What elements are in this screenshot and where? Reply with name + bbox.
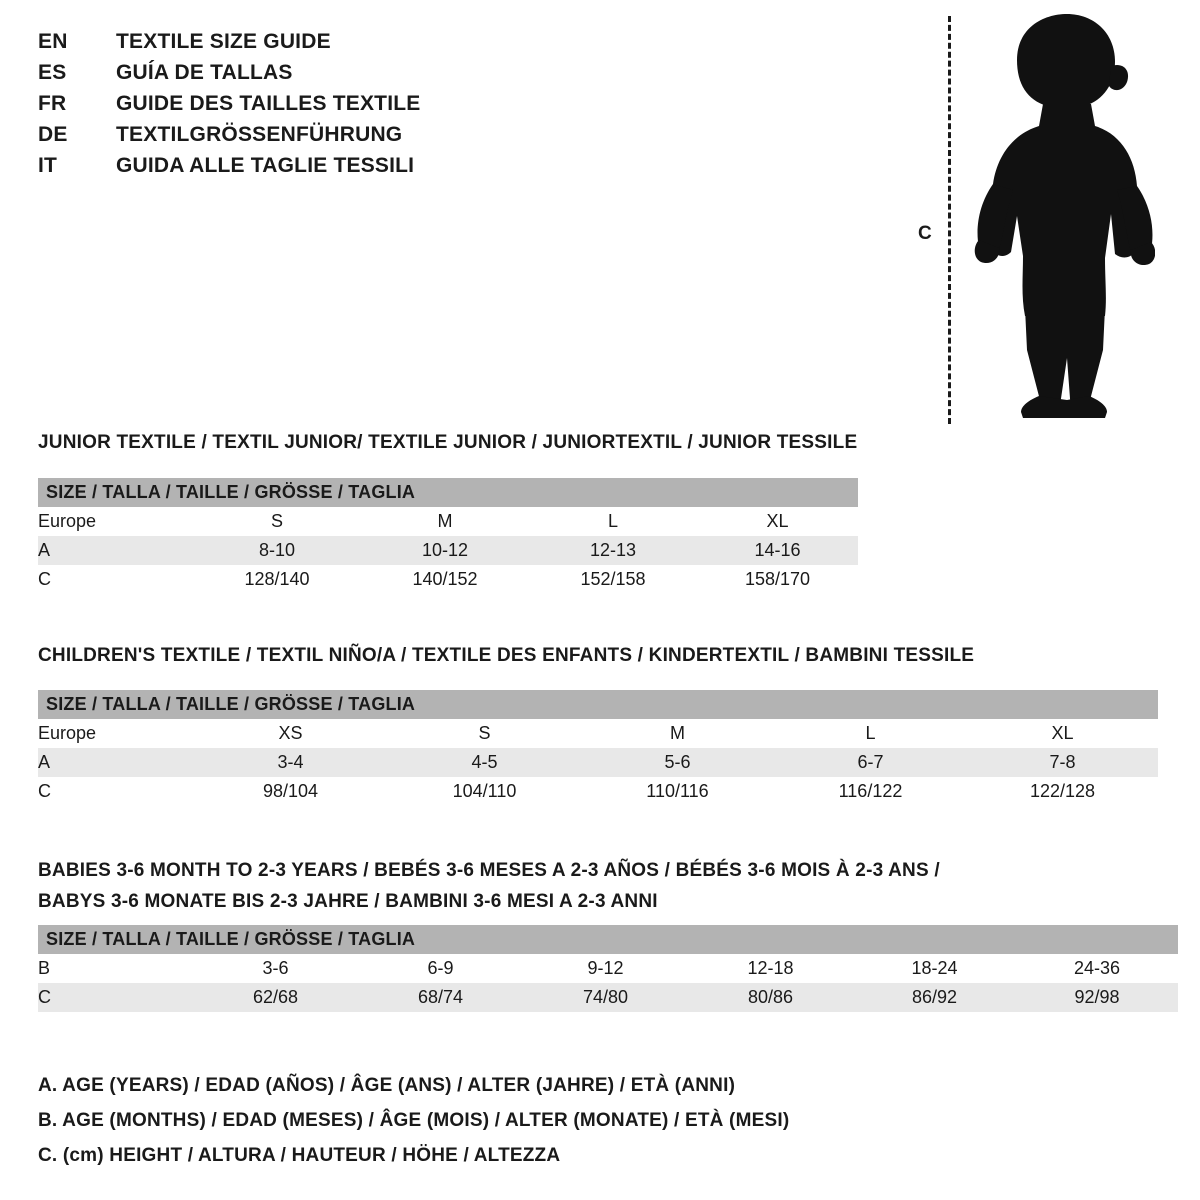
cell: 92/98 [1016, 983, 1178, 1012]
children-band-label: SIZE / TALLA / TAILLE / GRÖSSE / TAGLIA [38, 690, 1158, 719]
cell: 152/158 [529, 565, 697, 594]
height-diagram [900, 8, 1160, 428]
cell: 8-10 [193, 536, 361, 565]
cell: 98/104 [193, 777, 388, 806]
language-code: FR [38, 92, 67, 115]
cell: 14-16 [697, 536, 858, 565]
language-row [38, 61, 558, 92]
language-row [38, 92, 558, 123]
cell: XL [967, 719, 1158, 748]
cell: 68/74 [358, 983, 523, 1012]
cell: S [193, 507, 361, 536]
table-row [38, 983, 1178, 1012]
babies-section-title [38, 855, 1038, 917]
legend-line-c: C. (cm) HEIGHT / ALTURA / HAUTEUR / HÖHE / ALTEZZA [38, 1145, 561, 1166]
language-code: ES [38, 61, 67, 84]
legend-line-b: B. AGE (MONTHS) / EDAD (MESES) / ÂGE (MOIS) / ALTER (MONATE) / ETÀ (MESI) [38, 1110, 790, 1131]
child-silhouette-icon [955, 8, 1155, 425]
cell: 128/140 [193, 565, 361, 594]
cell: S [388, 719, 581, 748]
cell: 9-12 [523, 954, 688, 983]
row-label: Europe [38, 507, 193, 536]
cell: 4-5 [388, 748, 581, 777]
cell: 80/86 [688, 983, 853, 1012]
table-header-band [38, 690, 1158, 719]
babies-size-table [38, 925, 1178, 1012]
cell: 3-4 [193, 748, 388, 777]
table-header-band [38, 925, 1178, 954]
children-section-title: CHILDREN'S TEXTILE / TEXTIL NIÑO/A / TEXTILE DES ENFANTS / KINDERTEXTIL / BAMBINI TESSILE [38, 645, 975, 666]
babies-title-line-2: BABYS 3-6 MONATE BIS 2-3 JAHRE / BAMBINI 3-6 MESI A 2-3 ANNI [38, 891, 658, 912]
row-label: B [38, 954, 193, 983]
height-measure-label: C [918, 223, 932, 244]
language-title: GUIDE DES TAILLES TEXTILE [116, 92, 421, 115]
height-dashed-line [948, 16, 951, 424]
row-label: C [38, 565, 193, 594]
row-label: A [38, 748, 193, 777]
cell: 6-7 [774, 748, 967, 777]
cell: 104/110 [388, 777, 581, 806]
language-title-list [38, 30, 558, 185]
language-row [38, 123, 558, 154]
legend-block [38, 1068, 938, 1173]
language-code: EN [38, 30, 68, 53]
cell: L [529, 507, 697, 536]
table-row [38, 719, 1158, 748]
cell: 86/92 [853, 983, 1016, 1012]
cell: 10-12 [361, 536, 529, 565]
junior-section-title: JUNIOR TEXTILE / TEXTIL JUNIOR/ TEXTILE JUNIOR / JUNIORTEXTIL / JUNIOR TESSILE [38, 432, 858, 453]
cell: 116/122 [774, 777, 967, 806]
table-row [38, 748, 1158, 777]
table-row [38, 536, 858, 565]
language-title: TEXTILGRÖSSENFÜHRUNG [116, 123, 403, 146]
table-row [38, 565, 858, 594]
cell: L [774, 719, 967, 748]
cell: 18-24 [853, 954, 1016, 983]
cell: 3-6 [193, 954, 358, 983]
babies-title-line-1: BABIES 3-6 MONTH TO 2-3 YEARS / BEBÉS 3-6 MESES A 2-3 AÑOS / BÉBÉS 3-6 MOIS À 2-3 ANS / [38, 860, 940, 881]
language-row [38, 30, 558, 61]
cell: 140/152 [361, 565, 529, 594]
legend-line-a: A. AGE (YEARS) / EDAD (AÑOS) / ÂGE (ANS) / ALTER (JAHRE) / ETÀ (ANNI) [38, 1075, 736, 1096]
cell: XS [193, 719, 388, 748]
table-row [38, 777, 1158, 806]
row-label: Europe [38, 719, 193, 748]
table-row [38, 507, 858, 536]
cell: 6-9 [358, 954, 523, 983]
cell: 122/128 [967, 777, 1158, 806]
language-title: TEXTILE SIZE GUIDE [116, 30, 331, 53]
language-code: DE [38, 123, 68, 146]
children-size-table [38, 690, 1158, 806]
cell: 158/170 [697, 565, 858, 594]
row-label: C [38, 983, 193, 1012]
junior-band-label: SIZE / TALLA / TAILLE / GRÖSSE / TAGLIA [38, 478, 858, 507]
cell: 12-18 [688, 954, 853, 983]
cell: 7-8 [967, 748, 1158, 777]
language-code: IT [38, 154, 58, 177]
language-title: GUÍA DE TALLAS [116, 61, 293, 84]
cell: XL [697, 507, 858, 536]
table-row [38, 954, 1178, 983]
cell: 62/68 [193, 983, 358, 1012]
cell: 110/116 [581, 777, 774, 806]
babies-band-label: SIZE / TALLA / TAILLE / GRÖSSE / TAGLIA [38, 925, 1178, 954]
row-label: C [38, 777, 193, 806]
table-header-band [38, 478, 858, 507]
row-label: A [38, 536, 193, 565]
cell: M [581, 719, 774, 748]
cell: 5-6 [581, 748, 774, 777]
cell: 12-13 [529, 536, 697, 565]
junior-size-table [38, 478, 858, 594]
language-row [38, 154, 558, 185]
cell: 74/80 [523, 983, 688, 1012]
cell: 24-36 [1016, 954, 1178, 983]
language-title: GUIDA ALLE TAGLIE TESSILI [116, 154, 415, 177]
cell: M [361, 507, 529, 536]
